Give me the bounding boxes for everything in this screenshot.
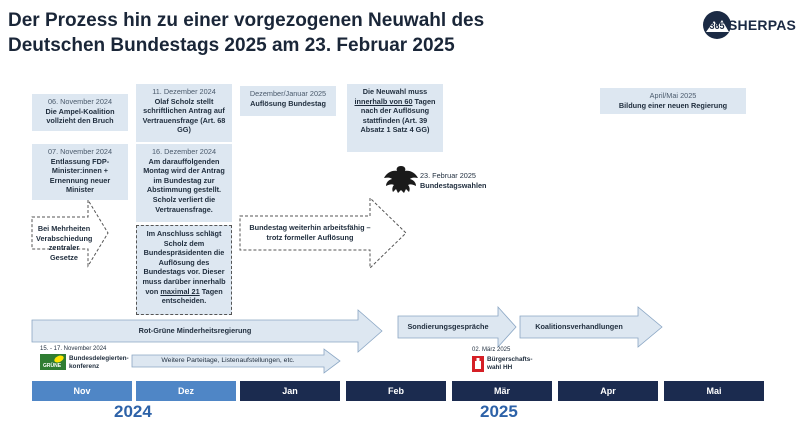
arrow-parteitage-label: Weitere Parteitage, Listenaufstellungen, etc. <box>161 357 295 364</box>
event-dec-after-emphasis: maximal 21 <box>160 286 200 296</box>
event-dec16-text: Am darauffolgenden Montag wird der Antrag im Bundestag zur Abstimmung gestellt. Scholz verliert die Vertrauensfrage. <box>143 156 225 214</box>
event-dec11-date: 11. Dezember 2024 <box>152 87 216 96</box>
month-feb: Feb <box>346 381 446 401</box>
event-dissolution-text: Auflösung Bundestag <box>250 98 326 108</box>
arrow-sondierung-label: Sondierungsgespräche <box>407 322 489 331</box>
hamburg-date: 02. März 2025 <box>472 347 511 353</box>
month-nov: Nov <box>32 381 132 401</box>
arrow-koalition-label: Koalitionsverhandlungen <box>535 322 623 331</box>
month-may: Mai <box>664 381 764 401</box>
event-dec-after <box>136 225 232 315</box>
greens-logo-icon <box>40 354 66 370</box>
event-dec16 <box>136 144 232 222</box>
logo-text: SHERPAS <box>728 17 797 33</box>
year-2025: 2025 <box>480 402 518 421</box>
event-nov7-date: 07. November 2024 <box>47 147 113 156</box>
event-nov6-date: 06. November 2024 <box>47 97 113 106</box>
month-apr: Apr <box>558 381 658 401</box>
event-new-government <box>600 88 746 114</box>
event-rule-text-end: Tagen nach der Auflösung stattfinden (Art. 39 Absatz 1 Satz 4 GG) <box>360 96 436 135</box>
year-2024: 2024 <box>114 402 152 421</box>
event-rule-text: Die Neuwahl muss <box>362 87 428 96</box>
title-line-2: Deutschen Bundestags 2025 am 23. Februar 2025 <box>8 35 455 56</box>
event-dec11-text: Olaf Scholz stellt schriftlichen Antrag auf Vertrauensfrage (Art. 68 GG) <box>142 96 226 135</box>
greens-logo-text: GRÜNE <box>43 363 62 369</box>
hamburg-election: Bürgerschafts-wahl HH <box>487 356 533 371</box>
federal-eagle-icon <box>384 166 418 193</box>
arrow-majority-label: Bei Mehrheiten Verabschiedung zentraler Gesetze <box>36 224 93 262</box>
event-new-gov-date: April/Mai 2025 <box>649 91 697 100</box>
logo-number: 365 <box>709 21 725 31</box>
event-election-text: Bundestagswahlen <box>420 180 487 190</box>
event-new-election-rule <box>347 84 443 152</box>
month-jan: Jan <box>240 381 340 401</box>
arrow-minority-label: Rot-Grüne Minderheitsregierung <box>138 326 252 335</box>
event-dec11 <box>136 84 232 142</box>
event-nov7 <box>32 144 128 200</box>
event-election-date: 23. Februar 2025 <box>420 171 476 180</box>
event-nov6-text: Die Ampel-Koalition vollzieht den Bruch <box>45 106 115 126</box>
event-dissolution-date: Dezember/Januar 2025 <box>249 89 327 98</box>
event-dec16-date: 16. Dezember 2024 <box>151 147 217 156</box>
arrow-bundestag-label: Bundestag weiterhin arbeitsfähig – trotz formeller Auflösung <box>249 223 371 242</box>
event-dec-after-text-end: Tagen entscheiden. <box>161 286 223 306</box>
title-line-1: Der Prozess hin zu einer vorgezogenen Neuwahl des <box>8 10 485 31</box>
event-rule-emphasis: innerhalb von 60 <box>354 96 413 106</box>
hamburg-coat-of-arms-icon <box>472 356 484 372</box>
event-election <box>420 171 487 190</box>
month-mar: Mär <box>452 381 552 401</box>
event-nov7-text: Entlassung FDP-Minister:innen + Ernennung neuer Minister <box>49 156 111 195</box>
greens-date: 15. - 17. November 2024 <box>40 346 107 352</box>
event-dec-after-text: Im Anschluss schlägt Scholz dem Bundespräsidenten die Auflösung des Bundestags vor. Dieser muss darüber innerhalb von <box>142 229 226 296</box>
event-nov6 <box>32 94 128 131</box>
greens-conference: Bundesdelegierten-konferenz <box>69 355 129 370</box>
month-dec: Dez <box>136 381 236 401</box>
event-new-gov-text: Bildung einer neuen Regierung <box>618 100 728 110</box>
event-dissolution <box>240 86 336 116</box>
